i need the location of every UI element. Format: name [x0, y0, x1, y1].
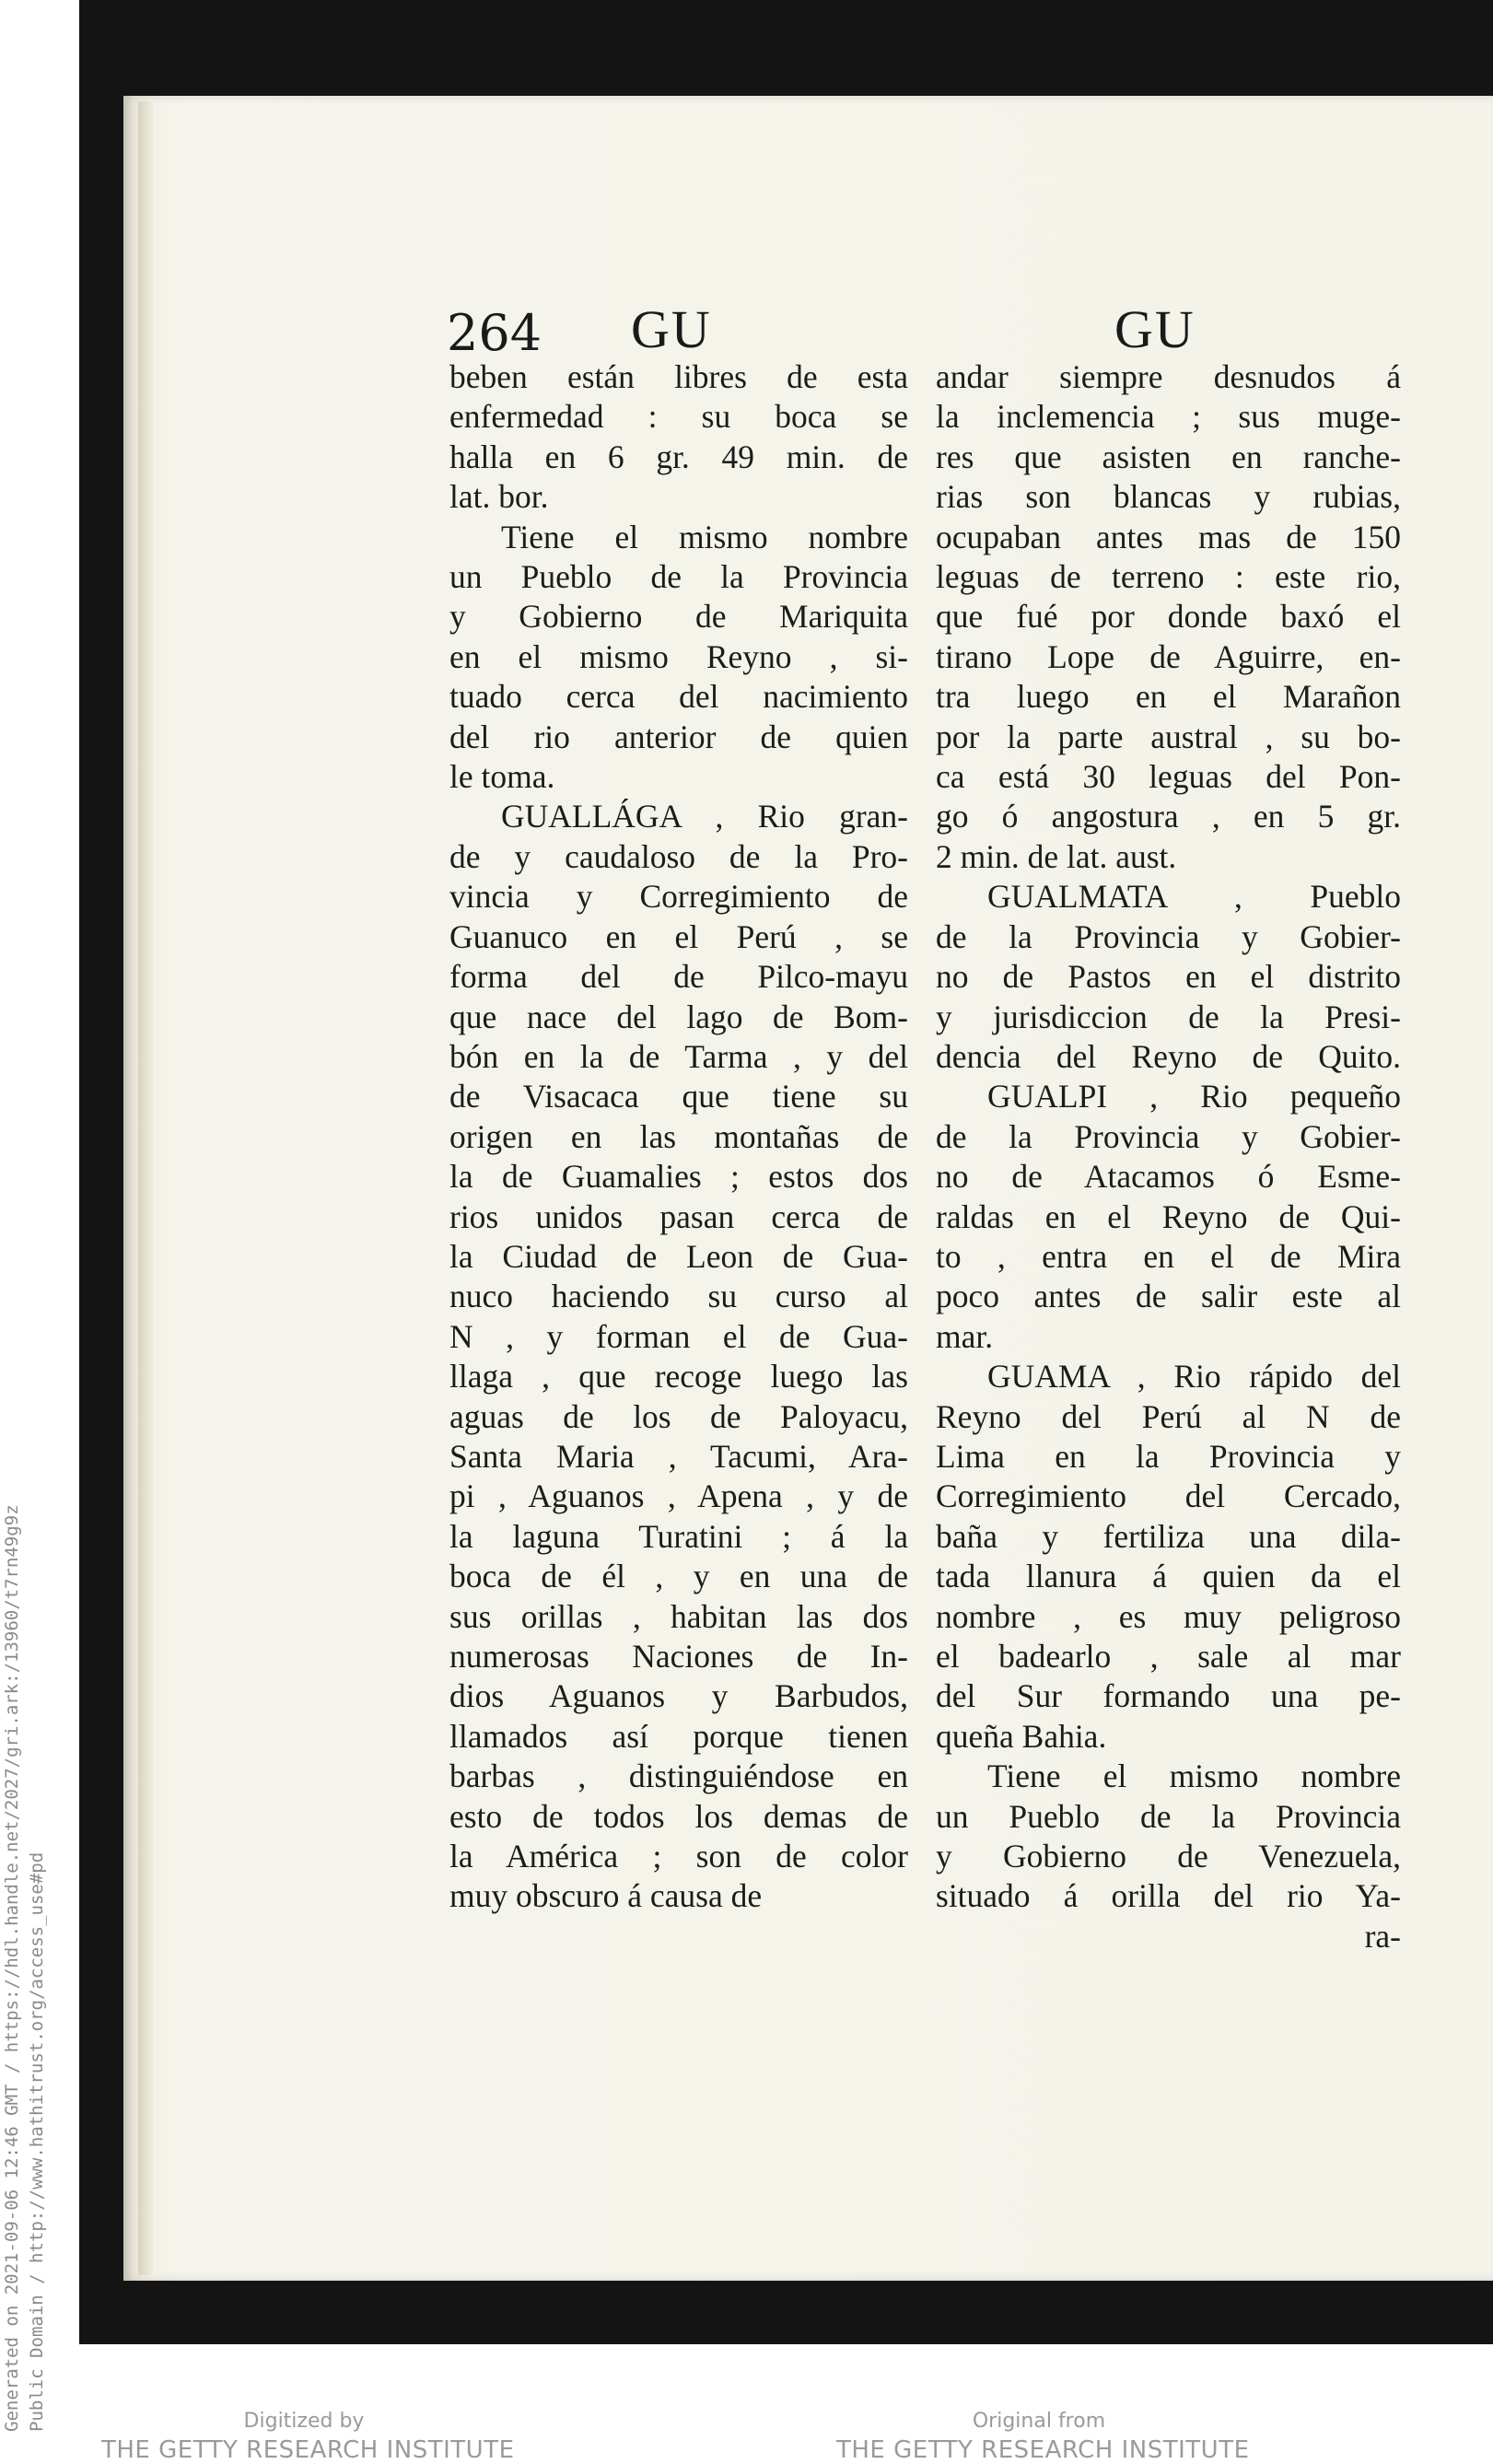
text-line: la Ciudad de Leon de Gua- [449, 1237, 908, 1275]
text-line: la laguna Turatini ; á la [449, 1517, 908, 1555]
text-line: to , entra en el de Mira [936, 1237, 1401, 1275]
text-line: rios unidos pasan cerca de [449, 1197, 908, 1235]
text-line: no de Pastos en el distrito [936, 958, 1401, 996]
text-line: sus orillas , habitan las dos [449, 1597, 908, 1635]
text-line: y Gobierno de Venezuela, [936, 1838, 1401, 1875]
text-line: tirano Lope de Aguirre, en- [936, 637, 1401, 675]
text-line: Tiene el mismo nombre [987, 1757, 1401, 1795]
text-line: del rio anterior de quien [449, 718, 908, 755]
text-line: del Sur formando una pe- [936, 1677, 1401, 1715]
text-line: poco antes de salir este al [936, 1278, 1401, 1315]
running-head-right: GU [1114, 299, 1196, 359]
right-text-column [936, 357, 1401, 1956]
text-line: barbas , distinguiéndose en [449, 1757, 908, 1795]
text-line: origen en las montañas de [449, 1117, 908, 1155]
text-line: vincia y Corregimiento de [449, 878, 908, 916]
text-line: tra luego en el Marañon [936, 678, 1401, 716]
text-line: la inclemencia ; sus muge- [936, 398, 1401, 436]
text-line: en el mismo Reyno , si- [449, 637, 908, 675]
original-from-credit [836, 2410, 1389, 2464]
text-line: Lima en la Provincia y [936, 1437, 1401, 1475]
text-line: llaga , que recoge luego las [449, 1358, 908, 1395]
text-line: rias son blancas y rubias, [936, 478, 1401, 516]
original-org: THE GETTY RESEARCH INSTITUTE [836, 2436, 1250, 2464]
text-line: un Pueblo de la Provincia [449, 558, 908, 596]
text-line: dencia del Reyno de Quito. [936, 1037, 1401, 1075]
text-line: ca está 30 leguas del Pon- [936, 758, 1401, 796]
text-line: baña y fertiliza una dila- [936, 1517, 1401, 1555]
text-line: raldas en el Reyno de Qui- [936, 1197, 1401, 1235]
text-line: y jurisdiccion de la Presi- [936, 998, 1401, 1035]
text-line: pi , Aguanos , Apena , y de [449, 1477, 908, 1515]
text-line: no de Atacamos ó Esme- [936, 1158, 1401, 1196]
text-line: nombre , es muy peligroso [936, 1597, 1401, 1635]
text-line: muy obscuro á causa de [449, 1877, 763, 1915]
text-line: go ó angostura , en 5 gr. [936, 798, 1401, 835]
text-line: GUALPI , Rio pequeño [987, 1078, 1401, 1115]
text-line: boca de él , y en una de [449, 1558, 908, 1595]
text-line: que fué por donde baxó el [936, 598, 1401, 636]
text-line: lat. bor. [449, 478, 549, 516]
text-line: res que asisten en ranche- [936, 438, 1401, 475]
text-line: le toma. [449, 758, 555, 796]
text-line: dios Aguanos y Barbudos, [449, 1677, 908, 1715]
text-line: Tiene el mismo nombre [501, 518, 908, 555]
text-line: la de Guamalies ; estos dos [449, 1158, 908, 1196]
text-line: GUALMATA , Pueblo [987, 878, 1401, 916]
digitized-org: THE GETTY RESEARCH INSTITUTE [101, 2436, 515, 2464]
page-number: 264 [447, 304, 542, 362]
text-line: queña Bahia. [936, 1717, 1107, 1755]
text-line: forma del de Pilco-mayu [449, 958, 908, 996]
text-line: Santa Maria , Tacumi, Ara- [449, 1437, 908, 1475]
text-line: de Visacaca que tiene su [449, 1078, 908, 1115]
text-line: andar siempre desnudos á [936, 358, 1401, 395]
text-line: que nace del lago de Bom- [449, 998, 908, 1035]
text-line: de la Provincia y Gobier- [936, 1117, 1401, 1155]
text-line: y Gobierno de Mariquita [449, 598, 908, 636]
digitized-label: Digitized by [243, 2410, 365, 2433]
text-line: llamados así porque tienen [449, 1717, 908, 1755]
page-header [447, 297, 1400, 367]
text-line: numerosas Naciones de In- [449, 1638, 908, 1675]
text-line: beben están libres de esta [449, 358, 908, 395]
text-line: la América ; son de color [449, 1838, 908, 1875]
text-line: de la Provincia y Gobier- [936, 917, 1401, 955]
text-line: un Pueblo de la Provincia [936, 1797, 1401, 1835]
original-label: Original from [972, 2410, 1106, 2433]
text-line: halla en 6 gr. 49 min. de [449, 438, 908, 475]
text-line: por la parte austral , su bo- [936, 718, 1401, 755]
generated-note: Generated on 2021-09-06 12:46 GMT / https://hdl.handle.net/2027/gri.ark:/13960/t7rn49g9z [2, 1504, 22, 2432]
text-line: Corregimiento del Cercado, [936, 1477, 1401, 1515]
text-line: de y caudaloso de la Pro- [449, 837, 908, 875]
text-line: enfermedad : su boca se [449, 398, 908, 436]
text-line: bón en la de Tarma , y del [449, 1037, 908, 1075]
rights-note: Public Domain / http://www.hathitrust.org/access_use#pd [27, 1851, 47, 2432]
text-line: GUALLÁGA , Rio gran- [501, 798, 908, 835]
text-line: Reyno del Perú al N de [936, 1397, 1401, 1435]
text-line: GUAMA , Rio rápido del [987, 1358, 1401, 1395]
text-line: ra- [1364, 1917, 1401, 1955]
page-gutter [138, 101, 153, 2275]
text-line: leguas de terreno : este rio, [936, 558, 1401, 596]
running-head-left: GU [631, 299, 712, 359]
text-line: tuado cerca del nacimiento [449, 678, 908, 716]
text-line: N , y forman el de Gua- [449, 1317, 908, 1355]
text-line: ocupaban antes mas de 150 [936, 518, 1401, 555]
hathitrust-margin-note [0, 1253, 50, 2432]
text-line: Guanuco en el Perú , se [449, 917, 908, 955]
text-line: nuco haciendo su curso al [449, 1278, 908, 1315]
text-line: situado á orilla del rio Ya- [936, 1877, 1401, 1915]
text-line: aguas de los de Paloyacu, [449, 1397, 908, 1435]
left-text-column [449, 357, 908, 1917]
text-line: tada llanura á quien da el [936, 1558, 1401, 1595]
text-line: esto de todos los demas de [449, 1797, 908, 1835]
text-line: mar. [936, 1317, 994, 1355]
digitized-by-credit [101, 2410, 654, 2464]
text-line: 2 min. de lat. aust. [936, 837, 1177, 875]
text-line: el badearlo , sale al mar [936, 1638, 1401, 1675]
